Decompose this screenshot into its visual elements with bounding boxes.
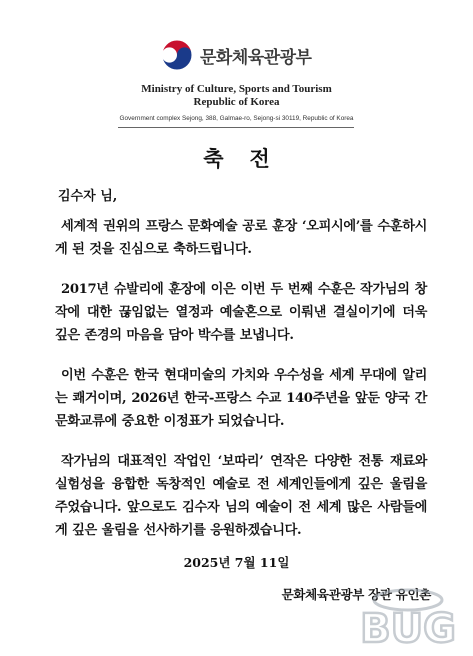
ministry-name-korean: 문화체육관광부: [200, 47, 312, 68]
ministry-address: Government complex Sejong, 388, Galmae-ro, Sejong-si 30119, Republic of Korea: [119, 115, 354, 122]
signature-line: 문화체육관광부 장관 유인촌: [281, 587, 431, 602]
paragraph-4: 작가님의 대표적인 작업인 ‘보따리’ 연작은 다양한 전통 재료와 실험성을 융합한 독창적인 예술로 전 세계인들에게 깊은 울림을 주었습니다. 앞으로도 김수자 님의 예술이 전 세계 많은 사람들에게 깊은 울림을 선사하기를 응원하겠습니다.: [55, 454, 427, 538]
paragraph-3: 이번 수훈은 한국 현대미술의 가치와 우수성을 세계 무대에 알리는 쾌거이며, 2026년 한국-프랑스 수교 140주년을 앞둔 양국 간 문화교류에 중요한 이정표가 되었습니다.: [55, 368, 427, 429]
ministry-logo: [158, 36, 311, 74]
ministry-country: Republic of Korea: [193, 96, 280, 108]
ministry-name-english: Ministry of Culture, Sports and Tourism: [141, 83, 332, 95]
paragraph-1: 세계적 권위의 프랑스 문화예술 공로 훈장 ‘오피시에’를 수훈하시게 된 것을 진심으로 축하드립니다.: [55, 219, 427, 257]
paragraph-2: 2017년 슈발리에 훈장에 이은 이번 두 번째 수훈은 작가님의 창작에 대한 끊임없는 열정과 예술혼으로 이뤄낸 결실이기에 더욱 깊은 존경의 마음을 담아 박수를 보냅니다.: [55, 282, 427, 343]
header-divider: [118, 127, 354, 128]
salutation: 김수자 님,: [58, 189, 118, 204]
korea-taegeuk-emblem-icon: [158, 36, 196, 74]
letter-date: 2025년 7월 11일: [183, 555, 290, 570]
document-title: 축전: [203, 147, 296, 171]
watermark-text: BUG: [360, 606, 456, 652]
letter-body: [55, 215, 427, 559]
bug-watermark-logo: [347, 582, 469, 652]
